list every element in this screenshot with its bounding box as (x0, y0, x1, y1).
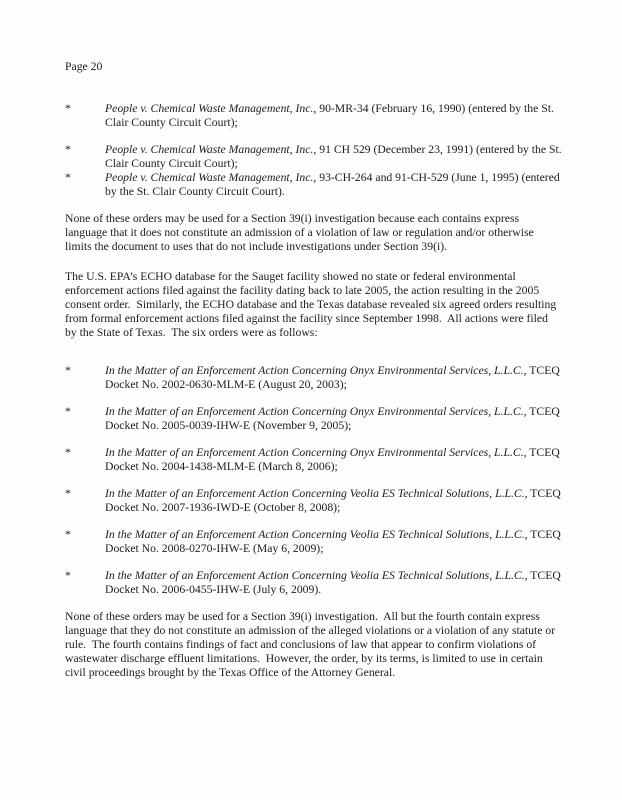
list-item (65, 102, 562, 130)
bullet-marker: * (65, 171, 71, 184)
case-name: In the Matter of an Enforcement Action Concerning Onyx Environmental Services, L.L.C. (105, 405, 524, 418)
list-item (65, 487, 562, 515)
case-name: People v. Chemical Waste Management, Inc. (105, 102, 314, 115)
case-name: In the Matter of an Enforcement Action Concerning Veolia ES Technical Solutions, L.L.C. (105, 487, 525, 500)
case-name: In the Matter of an Enforcement Action Concerning Onyx Environmental Services, L.L.C. (105, 364, 524, 377)
order-text (105, 102, 562, 130)
list-item (65, 446, 562, 474)
order-text (105, 364, 562, 392)
order-text (105, 171, 562, 199)
case-name: In the Matter of an Enforcement Action Concerning Veolia ES Technical Solutions, L.L.C. (105, 528, 525, 541)
list-item (65, 528, 562, 556)
case-name: In the Matter of an Enforcement Action Concerning Onyx Environmental Services, L.L.C. (105, 446, 524, 459)
order-text (105, 405, 562, 433)
bullet-marker: * (65, 102, 71, 115)
case-details: , TCEQ Docket No. 2002-0630-MLM-E (August 20, 2003); (105, 364, 563, 391)
case-details: , 91 CH 529 (December 23, 1991) (entered by the St. Clair County Circuit Court); (105, 143, 565, 170)
order-text (105, 487, 562, 515)
case-name: People v. Chemical Waste Management, Inc. (105, 143, 314, 156)
list-item (65, 171, 562, 199)
page-number: Page 20 (65, 60, 103, 73)
paragraph-section39-illinois: None of these orders may be used for a Section 39(i) investigation because each contains express language that it does not constitute an admission of a violation of law or regulation and/or otherwise limits the document to uses that do not include investigations under Section 39(i). (65, 212, 537, 253)
paragraph-section39-texas: None of these orders may be used for a Section 39(i) investigation. All but the fourth contain express language that they do not constitute an admission of the alleged violations or a violation of any statute or rule. The fourth contains findings of fact and conclusions of law that appear to confirm violations of wastewater discharge effluent limitations. However, the order, by its terms, is limited to use in certain civil proceedings brought by the Texas Office of the Attorney General. (65, 610, 559, 679)
list-item (65, 405, 562, 433)
bullet-marker: * (65, 487, 71, 500)
bullet-marker: * (65, 405, 71, 418)
order-text (105, 528, 562, 556)
list-item (65, 364, 562, 392)
bullet-marker: * (65, 143, 71, 156)
bullet-marker: * (65, 446, 71, 459)
case-details: , TCEQ Docket No. 2005-0039-IHW-E (November 9, 2005); (105, 405, 563, 432)
case-name: In the Matter of an Enforcement Action Concerning Veolia ES Technical Solutions, L.L.C. (105, 569, 525, 582)
spacer (65, 356, 562, 364)
case-details: , TCEQ Docket No. 2007-1936-IWD-E (October 8, 2008); (105, 487, 564, 514)
bullet-marker: * (65, 528, 71, 541)
case-details: , TCEQ Docket No. 2006-0455-IHW-E (July 6, 2009). (105, 569, 564, 596)
case-name: People v. Chemical Waste Management, Inc. (105, 171, 314, 184)
bullet-marker: * (65, 569, 71, 582)
list-item (65, 143, 565, 171)
case-details: , 90-MR-34 (February 16, 1990) (entered by the St. Clair County Circuit Court); (105, 102, 557, 129)
bullet-marker: * (65, 364, 71, 377)
order-text (105, 569, 562, 597)
case-details: , TCEQ Docket No. 2004-1438-MLM-E (March 8, 2006); (105, 446, 563, 473)
order-text (105, 143, 565, 171)
order-text (105, 446, 562, 474)
case-details: , TCEQ Docket No. 2008-0270-IHW-E (May 6, 2009); (105, 528, 564, 555)
list-item (65, 569, 562, 597)
case-details: , 93-CH-264 and 91-CH-529 (June 1, 1995) (entered by the St. Clair County Circuit Court). (105, 171, 563, 198)
paragraph-echo-database: The U.S. EPA’s ECHO database for the Sauget facility showed no state or federal environmental enforcement actions filed against the facility dating back to late 2005, the action resulting in the 2005 consent order. Similarly, the ECHO database and the Texas database revealed six agreed orders resulting from formal enforcement actions filed against the facility since September 1998. All actions were filed by the State of Texas. The six orders were as follows: (65, 270, 560, 339)
